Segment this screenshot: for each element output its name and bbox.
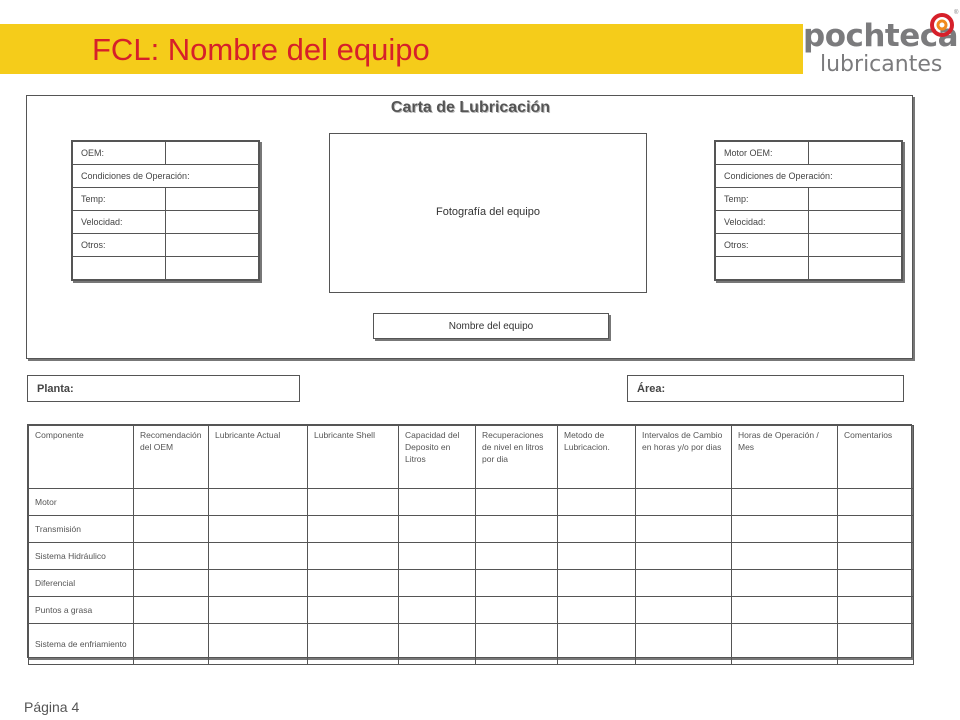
- column-header: Comentarios: [838, 426, 914, 489]
- equipment-name-box[interactable]: [373, 313, 609, 339]
- table-cell[interactable]: [308, 489, 399, 516]
- table-cell[interactable]: [209, 624, 308, 665]
- equipment-photo-placeholder: [329, 133, 647, 293]
- speed-label: Velocidad:: [73, 211, 166, 234]
- motor-oem-label: Motor OEM:: [716, 142, 809, 165]
- table-cell[interactable]: [476, 597, 558, 624]
- table-row: [29, 489, 914, 516]
- column-header: Componente: [29, 426, 134, 489]
- blank-cell[interactable]: [716, 257, 809, 280]
- table-cell[interactable]: [209, 516, 308, 543]
- table-cell[interactable]: [636, 597, 732, 624]
- column-header: Intervalos de Cambio en horas y/o por dias: [636, 426, 732, 489]
- row-label: Motor: [29, 489, 134, 516]
- table-cell[interactable]: [732, 624, 838, 665]
- table-cell[interactable]: [308, 597, 399, 624]
- table-cell[interactable]: [558, 516, 636, 543]
- table-cell[interactable]: [732, 516, 838, 543]
- table-cell[interactable]: [732, 570, 838, 597]
- table-cell[interactable]: [476, 489, 558, 516]
- table-cell[interactable]: [476, 516, 558, 543]
- photo-label: Fotografía del equipo: [436, 206, 540, 218]
- oem-value[interactable]: [166, 142, 259, 165]
- table-cell[interactable]: [209, 597, 308, 624]
- table-cell[interactable]: [636, 570, 732, 597]
- table-row: [29, 624, 914, 665]
- table-cell[interactable]: [134, 570, 209, 597]
- equipment-name-label: Nombre del equipo: [448, 321, 534, 332]
- column-header: Lubricante Actual: [209, 426, 308, 489]
- column-header: Capacidad del Deposito en Litros: [399, 426, 476, 489]
- company-logo: [800, 4, 960, 82]
- table-cell[interactable]: [636, 489, 732, 516]
- table-cell[interactable]: [558, 624, 636, 665]
- table-cell[interactable]: [558, 543, 636, 570]
- motor-others-value[interactable]: [809, 234, 902, 257]
- table-cell[interactable]: [476, 624, 558, 665]
- table-cell[interactable]: [134, 516, 209, 543]
- table-cell[interactable]: [308, 624, 399, 665]
- plant-field[interactable]: [27, 375, 300, 402]
- oem-info-table: [71, 140, 260, 281]
- row-label: Sistema Hidráulico: [29, 543, 134, 570]
- table-cell[interactable]: [308, 570, 399, 597]
- table-cell[interactable]: [399, 624, 476, 665]
- table-cell[interactable]: [134, 624, 209, 665]
- column-header: Metodo de Lubricacion.: [558, 426, 636, 489]
- table-row: [29, 543, 914, 570]
- table-cell[interactable]: [636, 543, 732, 570]
- blank-cell[interactable]: [166, 257, 259, 280]
- area-field[interactable]: [627, 375, 904, 402]
- row-label: Transmisión: [29, 516, 134, 543]
- table-cell[interactable]: [134, 489, 209, 516]
- table-cell[interactable]: [732, 543, 838, 570]
- logo-subtitle: lubricantes: [820, 52, 943, 77]
- registered-mark: ®: [954, 10, 959, 16]
- column-header: Horas de Operación / Mes: [732, 426, 838, 489]
- page-number: Página 4: [24, 699, 80, 715]
- table-cell[interactable]: [558, 597, 636, 624]
- table-cell[interactable]: [636, 624, 732, 665]
- operating-conditions-label: Condiciones de Operación:: [73, 165, 259, 188]
- table-cell[interactable]: [838, 489, 914, 516]
- table-cell[interactable]: [399, 516, 476, 543]
- motor-others-label: Otros:: [716, 234, 809, 257]
- area-label: Área:: [637, 383, 666, 395]
- table-cell[interactable]: [308, 543, 399, 570]
- others-label: Otros:: [73, 234, 166, 257]
- motor-temp-label: Temp:: [716, 188, 809, 211]
- table-cell[interactable]: [476, 570, 558, 597]
- table-row: [29, 597, 914, 624]
- blank-cell[interactable]: [809, 257, 902, 280]
- column-header: Recomendación del OEM: [134, 426, 209, 489]
- column-header: Recuperaciones de nivel en litros por dia: [476, 426, 558, 489]
- table-cell[interactable]: [558, 489, 636, 516]
- row-label: Puntos a grasa: [29, 597, 134, 624]
- lubrication-table-frame: [27, 424, 912, 658]
- table-row: [29, 516, 914, 543]
- speed-value[interactable]: [166, 211, 259, 234]
- motor-speed-value[interactable]: [809, 211, 902, 234]
- logo-wordmark: pochteca: [803, 18, 959, 54]
- table-cell[interactable]: [209, 489, 308, 516]
- table-cell[interactable]: [134, 597, 209, 624]
- table-row: [29, 570, 914, 597]
- table-cell[interactable]: [308, 516, 399, 543]
- motor-oem-value[interactable]: [809, 142, 902, 165]
- oem-label: OEM:: [73, 142, 166, 165]
- table-cell[interactable]: [399, 543, 476, 570]
- motor-info-table: [714, 140, 903, 281]
- table-cell[interactable]: [838, 516, 914, 543]
- table-cell[interactable]: [209, 543, 308, 570]
- table-cell[interactable]: [732, 489, 838, 516]
- table-cell[interactable]: [838, 543, 914, 570]
- motor-operating-conditions-label: Condiciones de Operación:: [716, 165, 902, 188]
- table-cell[interactable]: [558, 570, 636, 597]
- table-header-row: [29, 426, 914, 489]
- plant-label: Planta:: [37, 383, 74, 395]
- others-value[interactable]: [166, 234, 259, 257]
- page-title: FCL: Nombre del equipo: [92, 32, 430, 67]
- table-cell[interactable]: [399, 489, 476, 516]
- logo-swirl-icon: [928, 8, 960, 40]
- table-cell[interactable]: [838, 597, 914, 624]
- temp-value[interactable]: [166, 188, 259, 211]
- blank-cell[interactable]: [73, 257, 166, 280]
- table-cell[interactable]: [209, 570, 308, 597]
- temp-label: Temp:: [73, 188, 166, 211]
- motor-temp-value[interactable]: [809, 188, 902, 211]
- table-cell[interactable]: [134, 543, 209, 570]
- row-label: Sistema de enfriamiento: [29, 624, 134, 665]
- column-header: Lubricante Shell: [308, 426, 399, 489]
- oem-table: [72, 141, 259, 280]
- table-cell[interactable]: [476, 543, 558, 570]
- table-cell[interactable]: [838, 570, 914, 597]
- table-cell[interactable]: [399, 597, 476, 624]
- row-label: Diferencial: [29, 570, 134, 597]
- motor-table: [715, 141, 902, 280]
- table-cell[interactable]: [732, 597, 838, 624]
- table-cell[interactable]: [838, 624, 914, 665]
- motor-speed-label: Velocidad:: [716, 211, 809, 234]
- lubrication-chart-title: Carta de Lubricación: [390, 99, 551, 116]
- table-cell[interactable]: [399, 570, 476, 597]
- table-cell[interactable]: [636, 516, 732, 543]
- lubrication-table: [28, 425, 914, 665]
